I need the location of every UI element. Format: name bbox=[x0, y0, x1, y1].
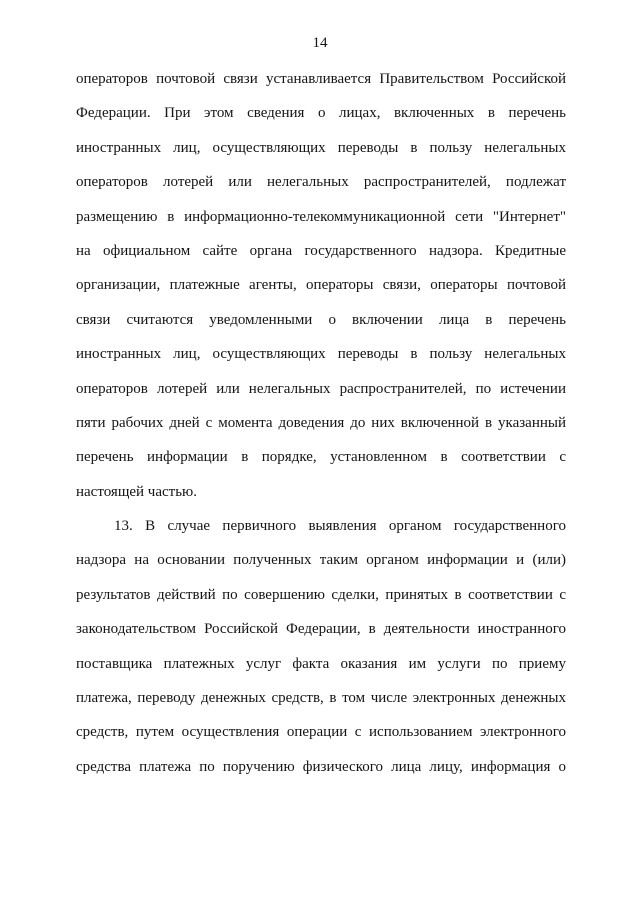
text-line: пяти рабочих дней с момента доведения до них включенной в указанный bbox=[76, 414, 566, 431]
text-line: Федерации. При этом сведения о лицах, включенных в перечень bbox=[76, 105, 566, 122]
text-line: средств, путем осуществления операции с использованием электронного bbox=[76, 724, 566, 741]
text-line: платежа, переводу денежных средств, в том числе электронных денежных bbox=[76, 690, 566, 707]
text-line: на официальном сайте органа государственного надзора. Кредитные bbox=[76, 242, 566, 259]
text-line: надзора на основании полученных таким органом информации и (или) bbox=[76, 552, 566, 569]
text-line: иностранных лиц, осуществляющих переводы в пользу нелегальных bbox=[76, 346, 566, 363]
text-line: настоящей частью. bbox=[76, 483, 198, 500]
text-line: связи считаются уведомленными о включении лица в перечень bbox=[76, 311, 566, 328]
text-line: иностранных лиц, осуществляющих переводы в пользу нелегальных bbox=[76, 139, 566, 156]
text-line: законодательством Российской Федерации, в деятельности иностранного bbox=[76, 621, 566, 638]
paragraph-1 bbox=[76, 69, 566, 516]
text-line: организации, платежные агенты, операторы связи, операторы почтовой bbox=[76, 277, 566, 294]
paragraph-2 bbox=[76, 516, 566, 791]
body-text bbox=[76, 69, 566, 791]
text-line: операторов лотерей или нелегальных распространителей, подлежат bbox=[76, 174, 566, 191]
text-line: поставщика платежных услуг факта оказания им услуги по приему bbox=[76, 655, 566, 672]
text-line: операторов лотерей или нелегальных распространителей, по истечении bbox=[76, 380, 566, 397]
text-line: операторов почтовой связи устанавливается Правительством Российской bbox=[76, 71, 566, 87]
text-line: средства платежа по поручению физического лица лицу, информация о bbox=[76, 758, 566, 775]
text-line: результатов действий по совершению сделки, принятых в соответствии с bbox=[76, 586, 566, 603]
text-line: перечень информации в порядке, установленном в соответствии с bbox=[76, 449, 566, 466]
page-number: 14 bbox=[312, 35, 328, 51]
text-line: размещению в информационно-телекоммуникационной сети "Интернет" bbox=[76, 208, 566, 225]
text-line: 13. В случае первичного выявления органом государственного bbox=[114, 518, 566, 535]
